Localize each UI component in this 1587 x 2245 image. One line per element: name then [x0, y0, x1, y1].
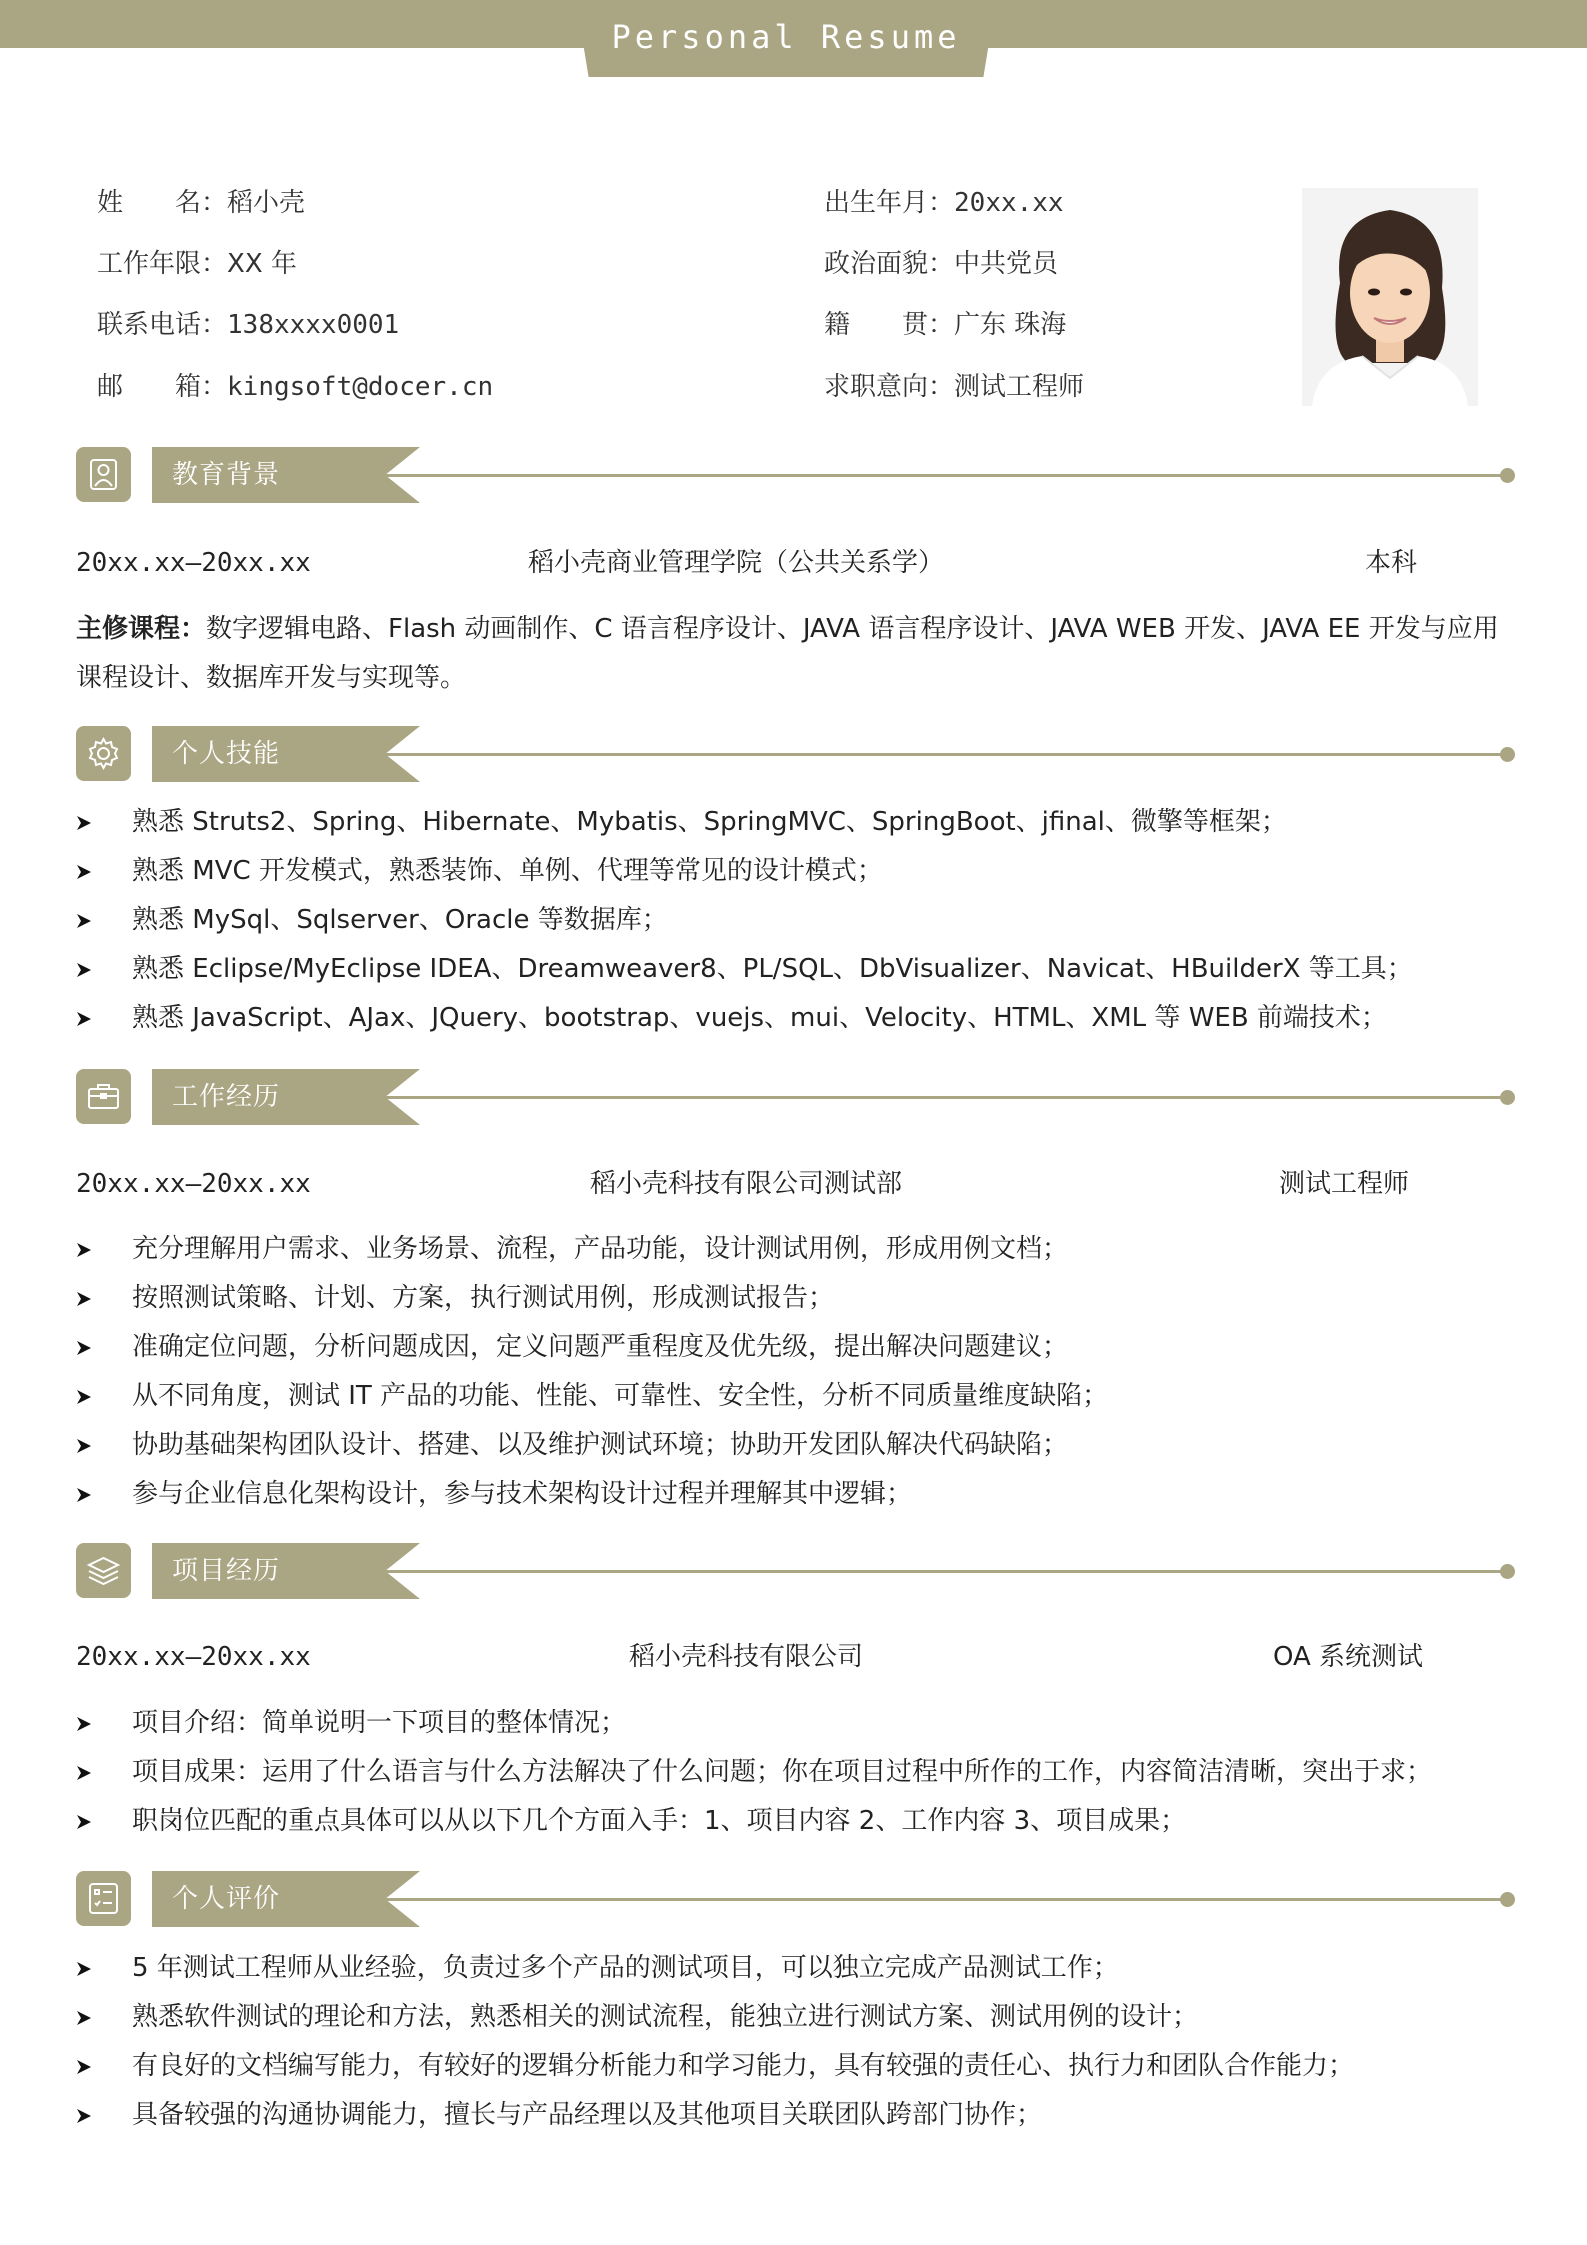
- education-entry: [76, 545, 1518, 581]
- section-title-skills: 个人技能: [172, 739, 281, 769]
- list-item: 熟悉软件测试的理论和方法，熟悉相关的测试流程，能独立进行测试方案、测试用例的设计；: [76, 1993, 1518, 2042]
- section-project-header: [76, 1543, 1518, 1599]
- arrow-bullet-icon: [76, 864, 92, 880]
- work-company: 稻小壳科技有限公司测试部: [589, 1169, 902, 1199]
- section-evaluation-header: [76, 1871, 1518, 1927]
- section-divider-dot: [1500, 747, 1515, 762]
- section-title-project: 项目经历: [172, 1556, 281, 1586]
- education-courses: [76, 605, 1518, 703]
- arrow-bullet-icon: [76, 1389, 92, 1405]
- section-title-work: 工作经历: [172, 1082, 281, 1112]
- skills-list: [76, 798, 1518, 1043]
- list-item: 熟悉 Struts2、Spring、Hibernate、Mybatis、SpringMVC、SpringBoot、jfinal、微擎等框架；: [76, 798, 1518, 847]
- section-divider-dot: [1500, 1090, 1515, 1105]
- list-item: 熟悉 JavaScript、AJax、JQuery、bootstrap、vuejs、mui、Velocity、HTML、XML 等 WEB 前端技术；: [76, 994, 1518, 1043]
- evaluation-list: [76, 1944, 1518, 2140]
- layers-icon: [76, 1543, 131, 1598]
- project-details-list: [76, 1699, 1518, 1846]
- section-title-education: 教育背景: [172, 460, 281, 490]
- profile-years: 工作年限：XX 年: [97, 249, 297, 279]
- arrow-bullet-icon: [76, 2010, 92, 2026]
- resume-title: Personal Resume: [611, 18, 961, 56]
- section-divider-dot: [1500, 1892, 1515, 1907]
- arrow-bullet-icon: [76, 1438, 92, 1454]
- section-divider: [362, 1898, 1502, 1901]
- list-item: 准确定位问题，分析问题成因，定义问题严重程度及优先级，提出解决问题建议；: [76, 1323, 1518, 1372]
- arrow-bullet-icon: [76, 913, 92, 929]
- work-duties-list: [76, 1225, 1518, 1519]
- section-divider: [362, 753, 1502, 756]
- list-item: 协助基础架构团队设计、搭建、以及维护测试环境；协助开发团队解决代码缺陷；: [76, 1421, 1518, 1470]
- courses-text: 数字逻辑电路、Flash 动画制作、C 语言程序设计、JAVA 语言程序设计、JAVA WEB 开发、JAVA EE 开发与应用课程设计、数据库开发与实现等。: [76, 614, 1499, 693]
- arrow-bullet-icon: [76, 962, 92, 978]
- education-icon: [76, 447, 131, 502]
- list-item: 具备较强的沟通协调能力，擅长与产品经理以及其他项目关联团队跨部门协作；: [76, 2091, 1518, 2140]
- list-item: 熟悉 MVC 开发模式，熟悉装饰、单例、代理等常见的设计模式；: [76, 847, 1518, 896]
- list-item: 熟悉 Eclipse/MyEclipse IDEA、Dreamweaver8、PL/SQL、DbVisualizer、Navicat、HBuilderX 等工具；: [76, 945, 1518, 994]
- section-work-header: [76, 1069, 1518, 1125]
- arrow-bullet-icon: [76, 1242, 92, 1258]
- list-item: 项目介绍：简单说明一下项目的整体情况；: [76, 1699, 1518, 1748]
- list-item: 5 年测试工程师从业经验，负责过多个产品的测试项目，可以独立完成产品测试工作；: [76, 1944, 1518, 1993]
- arrow-bullet-icon: [76, 1961, 92, 1977]
- project-company: 稻小壳科技有限公司: [628, 1642, 863, 1672]
- arrow-bullet-icon: [76, 1716, 92, 1732]
- section-education-header: [76, 447, 1518, 503]
- gear-icon: [76, 726, 131, 781]
- list-item: 充分理解用户需求、业务场景、流程，产品功能，设计测试用例，形成用例文档；: [76, 1225, 1518, 1274]
- section-divider: [362, 1096, 1502, 1099]
- profile-hometown: 籍 贯：广东 珠海: [824, 310, 1067, 340]
- list-item: 职岗位匹配的重点具体可以从以下几个方面入手：1、项目内容 2、工作内容 3、项目成果；: [76, 1797, 1518, 1846]
- section-divider-dot: [1500, 468, 1515, 483]
- profile-name: 姓 名：稻小壳: [97, 188, 306, 218]
- section-divider-dot: [1500, 1564, 1515, 1579]
- work-date: 20xx.xx—20xx.xx: [76, 1169, 311, 1199]
- briefcase-icon: [76, 1069, 131, 1124]
- project-entry: [76, 1639, 1518, 1675]
- arrow-bullet-icon: [76, 1011, 92, 1027]
- work-role: 测试工程师: [1279, 1169, 1410, 1199]
- profile-email: 邮 箱：kingsoft@docer.cn: [97, 372, 494, 402]
- arrow-bullet-icon: [76, 815, 92, 831]
- checklist-icon: [76, 1871, 131, 1926]
- profile-photo: [1302, 188, 1478, 406]
- education-school: 稻小壳商业管理学院（公共关系学）: [527, 548, 944, 578]
- project-name: OA 系统测试: [1273, 1642, 1424, 1672]
- list-item: 项目成果：运用了什么语言与什么方法解决了什么问题；你在项目过程中所作的工作，内容简洁清晰，突出于求；: [76, 1748, 1518, 1797]
- courses-label: 主修课程：: [76, 614, 207, 644]
- profile-political: 政治面貌：中共党员: [824, 249, 1059, 279]
- list-item: 从不同角度，测试 IT 产品的功能、性能、可靠性、安全性，分析不同质量维度缺陷；: [76, 1372, 1518, 1421]
- list-item: 参与企业信息化架构设计，参与技术架构设计过程并理解其中逻辑；: [76, 1470, 1518, 1519]
- arrow-bullet-icon: [76, 1814, 92, 1830]
- section-divider: [362, 1570, 1502, 1573]
- list-item: 熟悉 MySql、Sqlserver、Oracle 等数据库；: [76, 896, 1518, 945]
- list-item: 有良好的文档编写能力，有较好的逻辑分析能力和学习能力，具有较强的责任心、执行力和团队合作能力；: [76, 2042, 1518, 2091]
- education-degree: 本科: [1365, 548, 1418, 578]
- section-divider: [362, 474, 1502, 477]
- arrow-bullet-icon: [76, 1291, 92, 1307]
- profile-birth: 出生年月：20xx.xx: [824, 188, 1064, 218]
- arrow-bullet-icon: [76, 2108, 92, 2124]
- education-date: 20xx.xx—20xx.xx: [76, 548, 311, 578]
- arrow-bullet-icon: [76, 1487, 92, 1503]
- section-skills-header: [76, 726, 1518, 782]
- arrow-bullet-icon: [76, 1340, 92, 1356]
- list-item: 按照测试策略、计划、方案，执行测试用例，形成测试报告；: [76, 1274, 1518, 1323]
- arrow-bullet-icon: [76, 1765, 92, 1781]
- section-title-evaluation: 个人评价: [172, 1884, 281, 1914]
- project-date: 20xx.xx—20xx.xx: [76, 1642, 311, 1672]
- arrow-bullet-icon: [76, 2059, 92, 2075]
- profile-phone: 联系电话：138xxxx0001: [97, 310, 400, 340]
- work-entry: [76, 1166, 1518, 1202]
- profile-objective: 求职意向：测试工程师: [824, 372, 1085, 402]
